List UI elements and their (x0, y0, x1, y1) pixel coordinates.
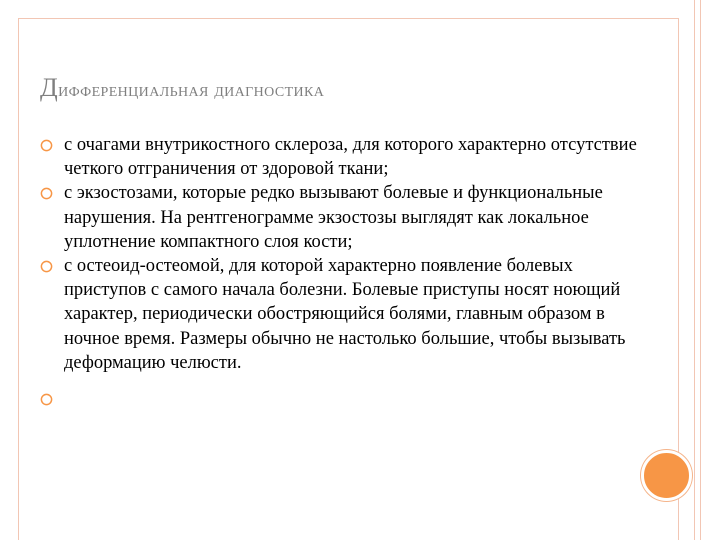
frame-top-line (18, 18, 678, 19)
decorative-orange-circle (641, 450, 692, 501)
frame-right-line-outer (694, 0, 695, 540)
bullet-text: с экзостозами, которые редко вызывают болевые и функциональные нарушения. На рентгенограмме экзостозы выглядят как локальное уплотнение компактного слоя кости; (64, 183, 603, 252)
bullet-item (40, 254, 640, 375)
bullet-item (40, 181, 640, 254)
circle-outline-icon (40, 260, 53, 273)
bullet-text: с остеоид-остеомой, для которой характерно появление болевых приступов с самого начала болезни. Болевые приступы носят ноющий характер, периодически обостряющийся болями, главным образом в ночное время. Размеры обычно не настолько большие, чтобы вызывать деформацию челюсти. (64, 256, 626, 373)
bullet-item (40, 133, 640, 181)
frame-right-line-edge (700, 0, 701, 540)
bullet-text: с очагами внутрикостного склероза, для которого характерно отсутствие четкого отграничения от здоровой ткани; (64, 135, 637, 180)
circle-outline-icon (40, 187, 53, 200)
slide-title: Дифференциальная диагностика (40, 73, 325, 102)
bullet-item-empty (40, 387, 640, 411)
circle-outline-icon (40, 393, 53, 406)
frame-left-line (18, 18, 19, 540)
circle-outline-icon (40, 139, 53, 152)
bullet-list (40, 133, 640, 411)
